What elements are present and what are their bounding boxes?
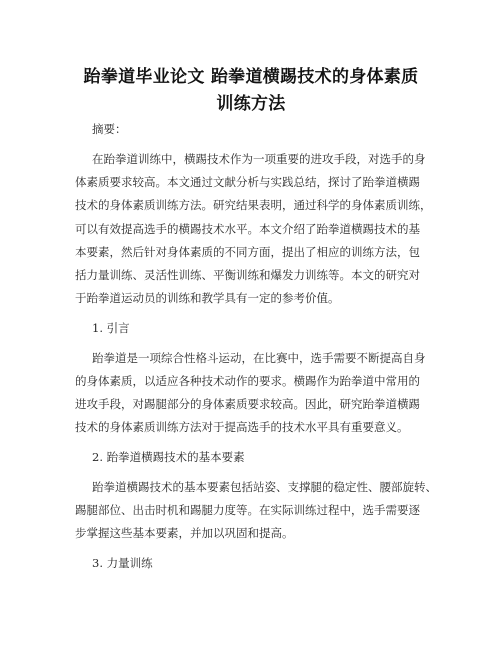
abstract-label: 摘要： <box>92 122 127 136</box>
abstract-line: 括力量训练、灵活性训练、平衡训练和爆发力训练等。本文的研究对 <box>75 268 420 282</box>
document-title-line-1: 跆拳道毕业论文 跆拳道横踢技术的身体素质 <box>83 67 419 87</box>
section-2-heading: 2. 跆拳道横踢技术的基本要素 <box>92 450 245 464</box>
abstract-line: 于跆拳道运动员的训练和教学具有一定的参考价值。 <box>75 291 340 305</box>
abstract-line: 体素质要求较高。本文通过文献分析与实践总结，探讨了跆拳道横踢 <box>75 175 420 189</box>
section-2-line: 步掌握这些基本要素，并加以巩固和提高。 <box>75 526 294 540</box>
abstract-line: 可以有效提高选手的横踢技术水平。本文介绍了跆拳道横踢技术的基 <box>75 222 420 236</box>
abstract-line: 在跆拳道训练中，横踢技术作为一项重要的进攻手段，对选手的身 <box>92 152 426 166</box>
abstract-line: 技术的身体素质训练方法。研究结果表明，通过科学的身体素质训练， <box>75 198 432 212</box>
section-1-line: 技术的身体素质训练方法对于提高选手的技术水平具有重要意义。 <box>75 420 409 434</box>
abstract-line: 本要素，然后针对身体素质的不同方面，提出了相应的训练方法，包 <box>75 245 420 259</box>
section-1-line: 进攻手段，对踢腿部分的身体素质要求较高。因此，研究跆拳道横踢 <box>75 397 420 411</box>
document-title-line-2: 训练方法 <box>216 94 286 114</box>
section-1-line: 跆拳道是一项综合性格斗运动，在比赛中，选手需要不断提高自身 <box>92 351 426 365</box>
section-2-line: 踢腿部位、出击时机和踢腿力度等。在实际训练过程中，选手需要逐 <box>75 503 420 517</box>
section-3-heading: 3. 力量训练 <box>92 556 153 570</box>
section-2-line: 跆拳道横踢技术的基本要素包括站姿、支撑腿的稳定性、腰部旋转、 <box>92 480 437 494</box>
section-1-heading: 1. 引言 <box>92 321 130 335</box>
section-1-line: 的身体素质，以适应各种技术动作的要求。横踢作为跆拳道中常用的 <box>75 374 420 388</box>
